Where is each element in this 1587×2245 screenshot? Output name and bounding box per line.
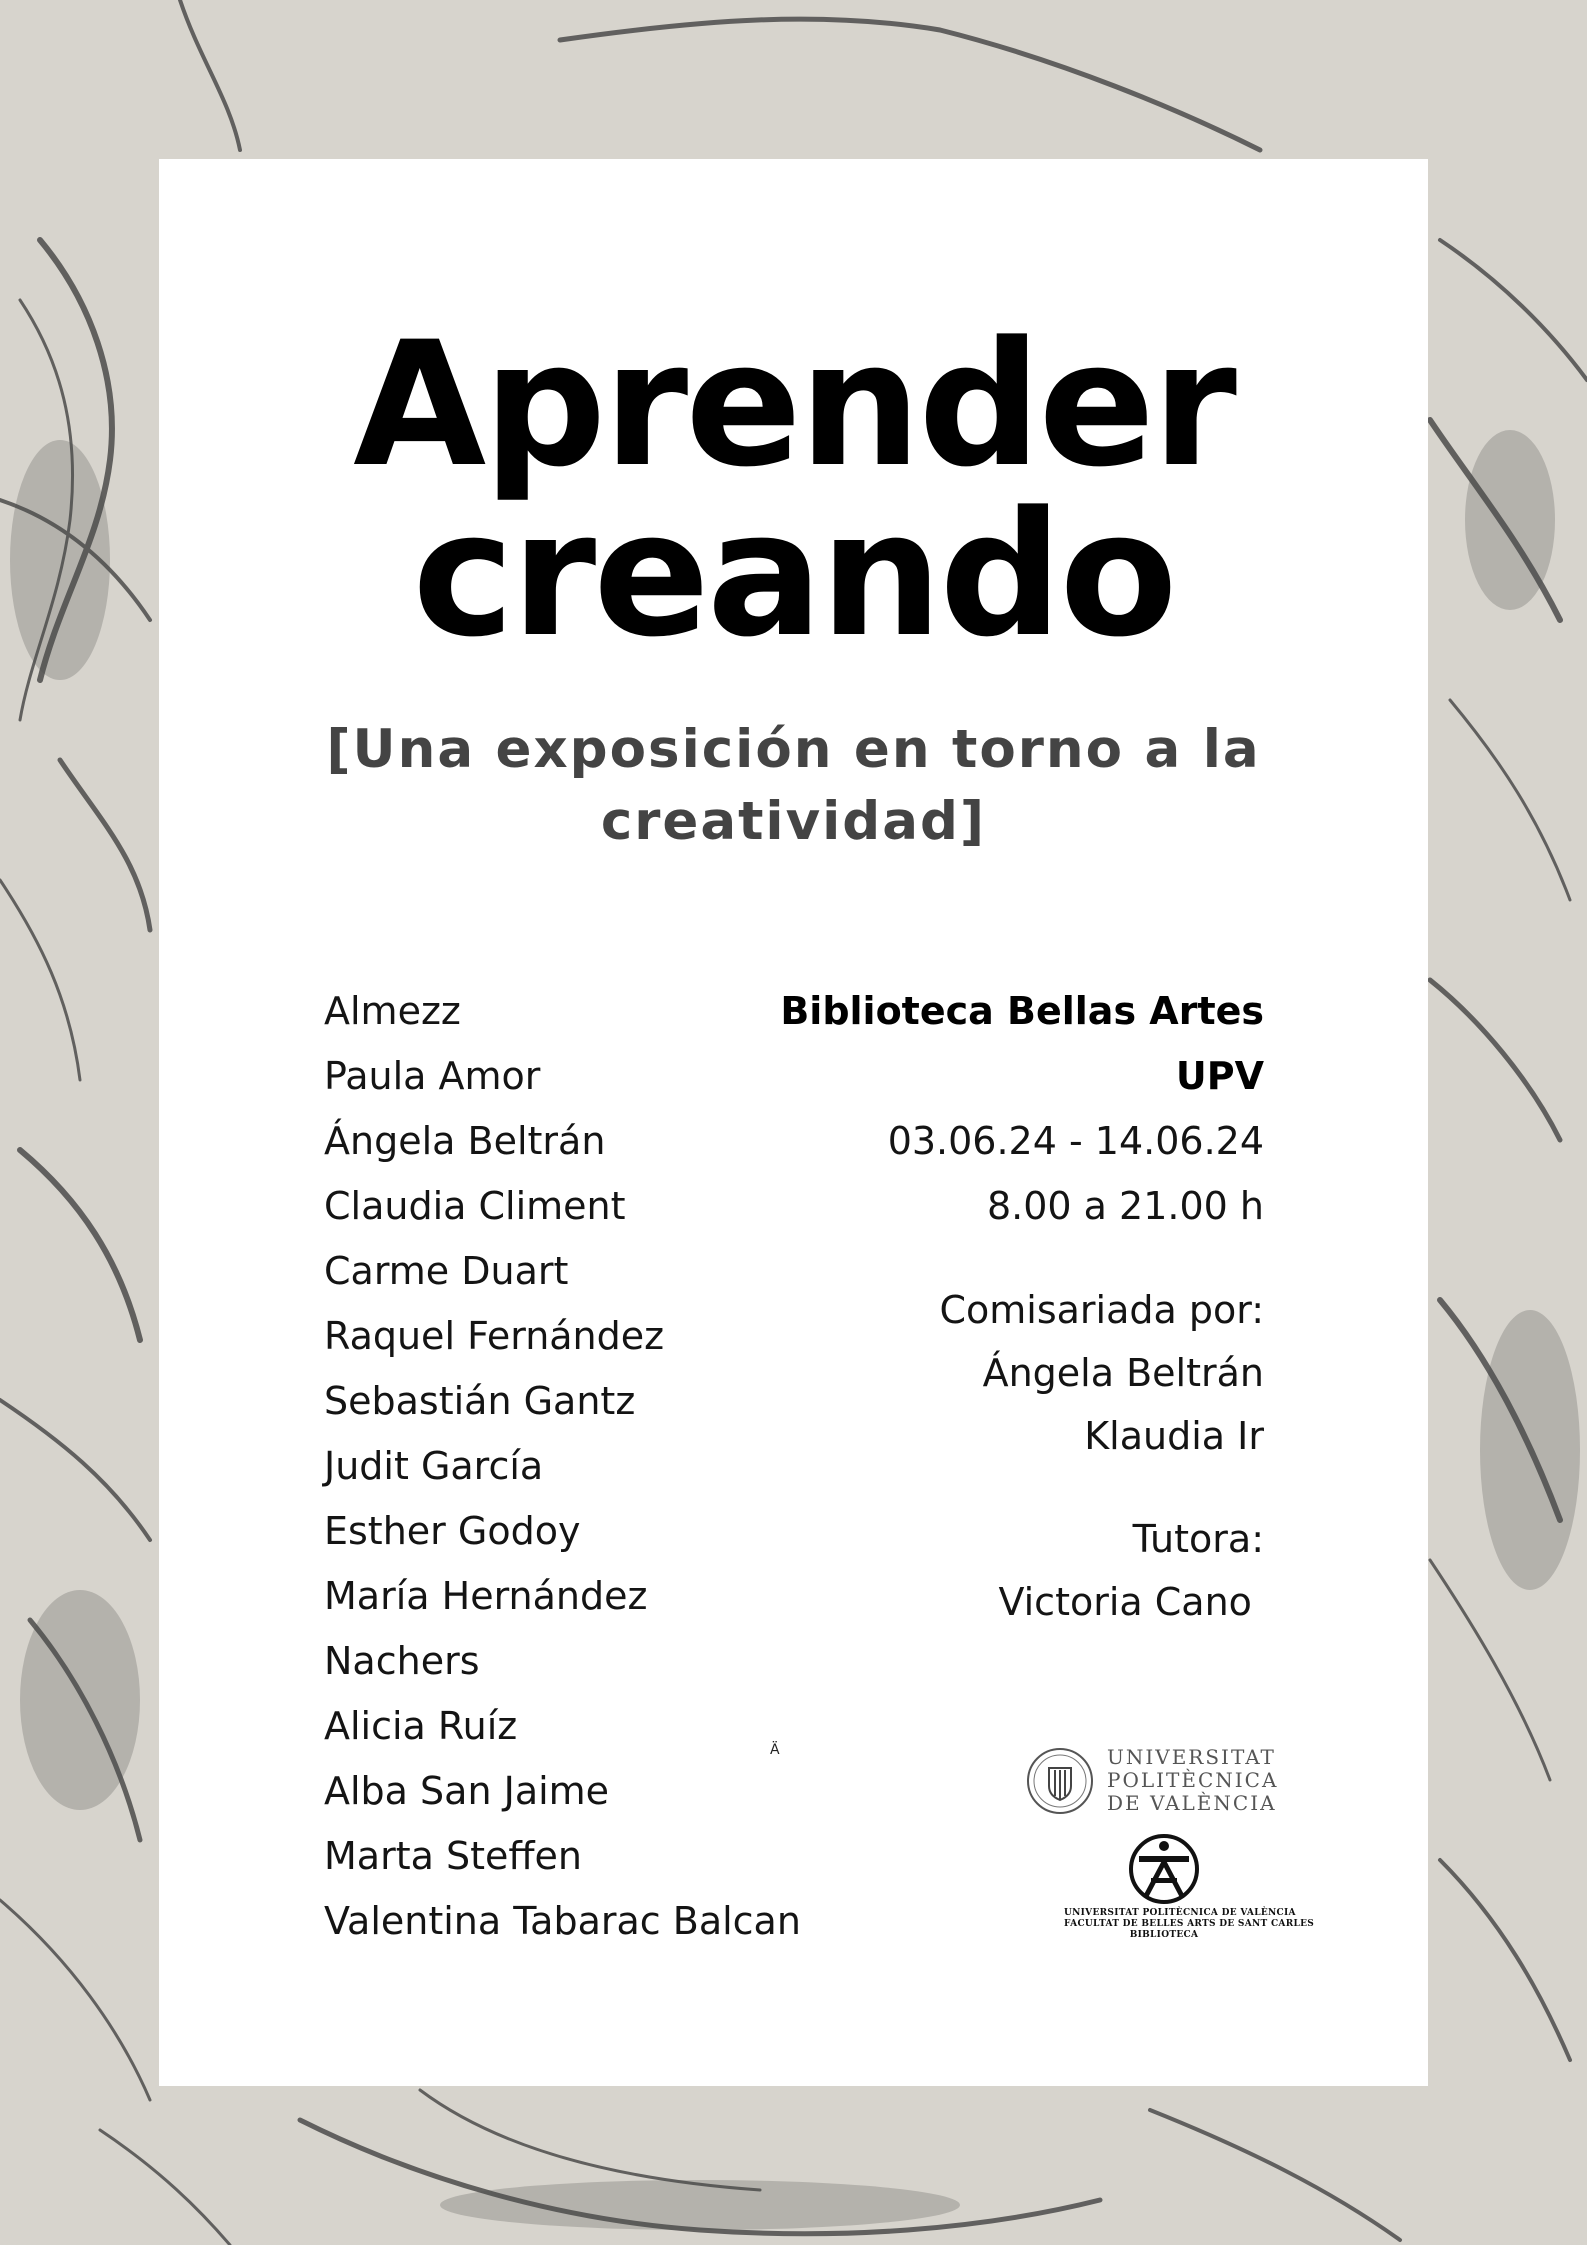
subtitle-line-1: [Una exposición en torno a la xyxy=(326,719,1261,780)
event-info xyxy=(780,979,1264,1634)
artist-name: Raquel Fernández xyxy=(324,1314,665,1358)
artist-name: María Hernández xyxy=(324,1574,648,1618)
stray-character: Ä xyxy=(770,1742,780,1758)
upv-logo-text: UNIVERSITAT POLITÈCNICA DE VALÈNCIA xyxy=(1107,1745,1279,1815)
library-logo xyxy=(1064,1832,1315,1952)
event-hours: 8.00 a 21.00 h xyxy=(986,1184,1264,1228)
title-line-2: creando xyxy=(412,474,1175,675)
upv-seal-icon xyxy=(1025,1746,1095,1816)
artist-name: Sebastián Gantz xyxy=(324,1379,636,1423)
subtitle xyxy=(309,714,1278,858)
curators-label: Comisariada por: xyxy=(939,1288,1264,1332)
artist-name: Alicia Ruíz xyxy=(324,1704,518,1748)
tutor-label: Tutora: xyxy=(1132,1517,1264,1561)
artist-name: Almezz xyxy=(324,989,461,1033)
artist-name: Paula Amor xyxy=(324,1054,541,1098)
venue-institution: UPV xyxy=(1175,1054,1264,1098)
upv-logo xyxy=(1025,1742,1279,1822)
artist-name: Esther Godoy xyxy=(324,1509,581,1553)
event-dates: 03.06.24 - 14.06.24 xyxy=(887,1119,1264,1163)
vitruvian-emblem-icon xyxy=(1127,1832,1201,1906)
library-logo-text: UNIVERSITAT POLITÈCNICA DE VALÈNCIA FACULTAT DE BELLES ARTS DE SANT CARLES BIBLIOTECA xyxy=(1064,1908,1315,1940)
tutor-name: Victoria Cano xyxy=(998,1580,1264,1624)
artist-name: Alba San Jaime xyxy=(324,1769,610,1813)
artist-name: Nachers xyxy=(324,1639,480,1683)
artist-name: Carme Duart xyxy=(324,1249,569,1293)
artist-name: Marta Steffen xyxy=(324,1834,583,1878)
artist-name: Judit García xyxy=(324,1444,544,1488)
artist-name: Valentina Tabarac Balcan xyxy=(324,1899,801,1943)
venue-name: Biblioteca Bellas Artes xyxy=(780,989,1264,1033)
artist-list xyxy=(324,979,801,1954)
curator-name: Klaudia Ir xyxy=(1084,1414,1264,1458)
poster-card xyxy=(159,159,1428,2086)
curator-name: Ángela Beltrán xyxy=(982,1351,1264,1395)
artist-name: Claudia Climent xyxy=(324,1184,626,1228)
subtitle-line-2: creatividad] xyxy=(600,791,987,852)
artist-name: Ángela Beltrán xyxy=(324,1119,606,1163)
title-line-1: Aprender xyxy=(353,304,1234,505)
